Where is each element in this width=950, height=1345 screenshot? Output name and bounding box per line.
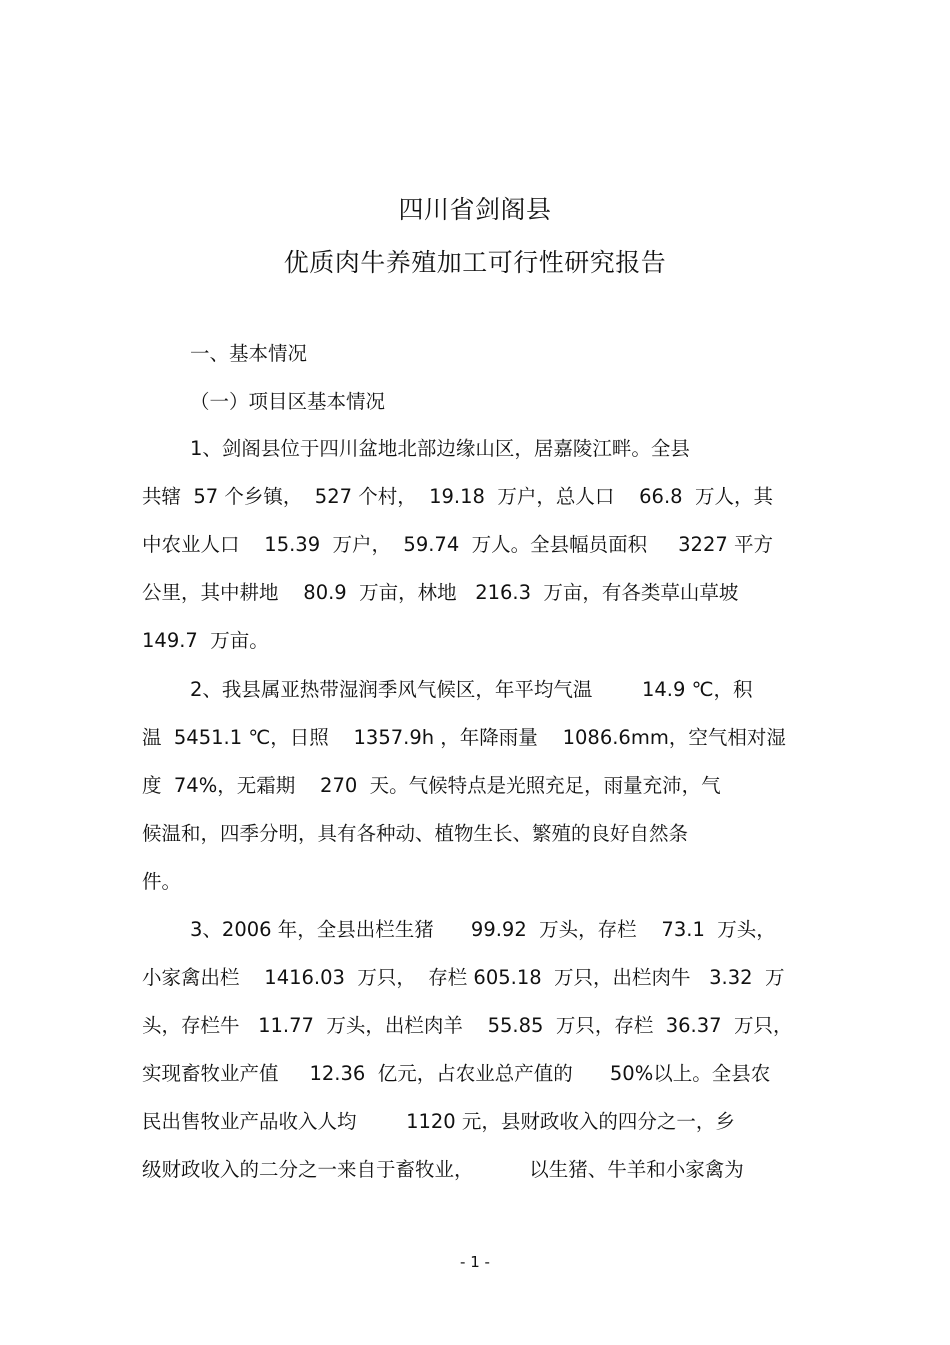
paragraph-line: 温 5451.1 ℃，日照 1357.9h ，年降雨量 1086.6mm，空气相对湿 — [142, 726, 786, 749]
page-number: - 1 - — [460, 1253, 490, 1271]
paragraph-line: 件。 — [142, 870, 182, 893]
paragraph-line: 候温和，四季分明，具有各种动、植物生长、繁殖的良好自然条 — [142, 822, 689, 845]
paragraph-line: 149.7 万亩。 — [142, 629, 269, 652]
paragraph-line: 头，存栏牛 11.77 万头，出栏肉羊 55.85 万只，存栏 36.37 万只， — [142, 1014, 793, 1037]
paragraph-line: 民出售牧业产品收入人均 1120 元，县财政收入的四分之一，乡 — [142, 1110, 735, 1133]
paragraph-line: 实现畜牧业产值 12.36 亿元，占农业总产值的 50%以上。全县农 — [142, 1062, 771, 1085]
paragraph-line: 3、2006 年，全县出栏生猪 99.92 万头，存栏 73.1 万头， — [190, 918, 776, 941]
title-line-1: 四川省剑阁县 — [398, 195, 552, 224]
title-line-2: 优质肉牛养殖加工可行性研究报告 — [283, 248, 667, 277]
paragraph-line: 1、剑阁县位于四川盆地北部边缘山区，居嘉陵江畔。全县 — [190, 437, 690, 460]
paragraph-line: 中农业人口 15.39 万户， 59.74 万人。全县幅员面积 3227 平方 — [142, 533, 773, 556]
paragraph-line: 度 74%，无霜期 270 天。气候特点是光照充足，雨量充沛，气 — [142, 774, 721, 797]
paragraph-line: 小家禽出栏 1416.03 万只， 存栏 605.18 万只，出栏肉牛 3.32 万 — [142, 966, 785, 989]
paragraph-line: 2、我县属亚热带湿润季风气候区，年平均气温 14.9 ℃，积 — [190, 678, 753, 701]
subsection-heading: （一）项目区基本情况 — [190, 390, 386, 413]
paragraph-line: 级财政收入的二分之一来自于畜牧业， 以生猪、牛羊和小家禽为 — [142, 1158, 744, 1181]
paragraph-line: 共辖 57 个乡镇， 527 个村， 19.18 万户，总人口 66.8 万人，其 — [142, 485, 773, 508]
section-heading: 一、基本情况 — [190, 342, 308, 365]
paragraph-line: 公里，其中耕地 80.9 万亩，林地 216.3 万亩，有各类草山草坡 — [142, 581, 739, 604]
